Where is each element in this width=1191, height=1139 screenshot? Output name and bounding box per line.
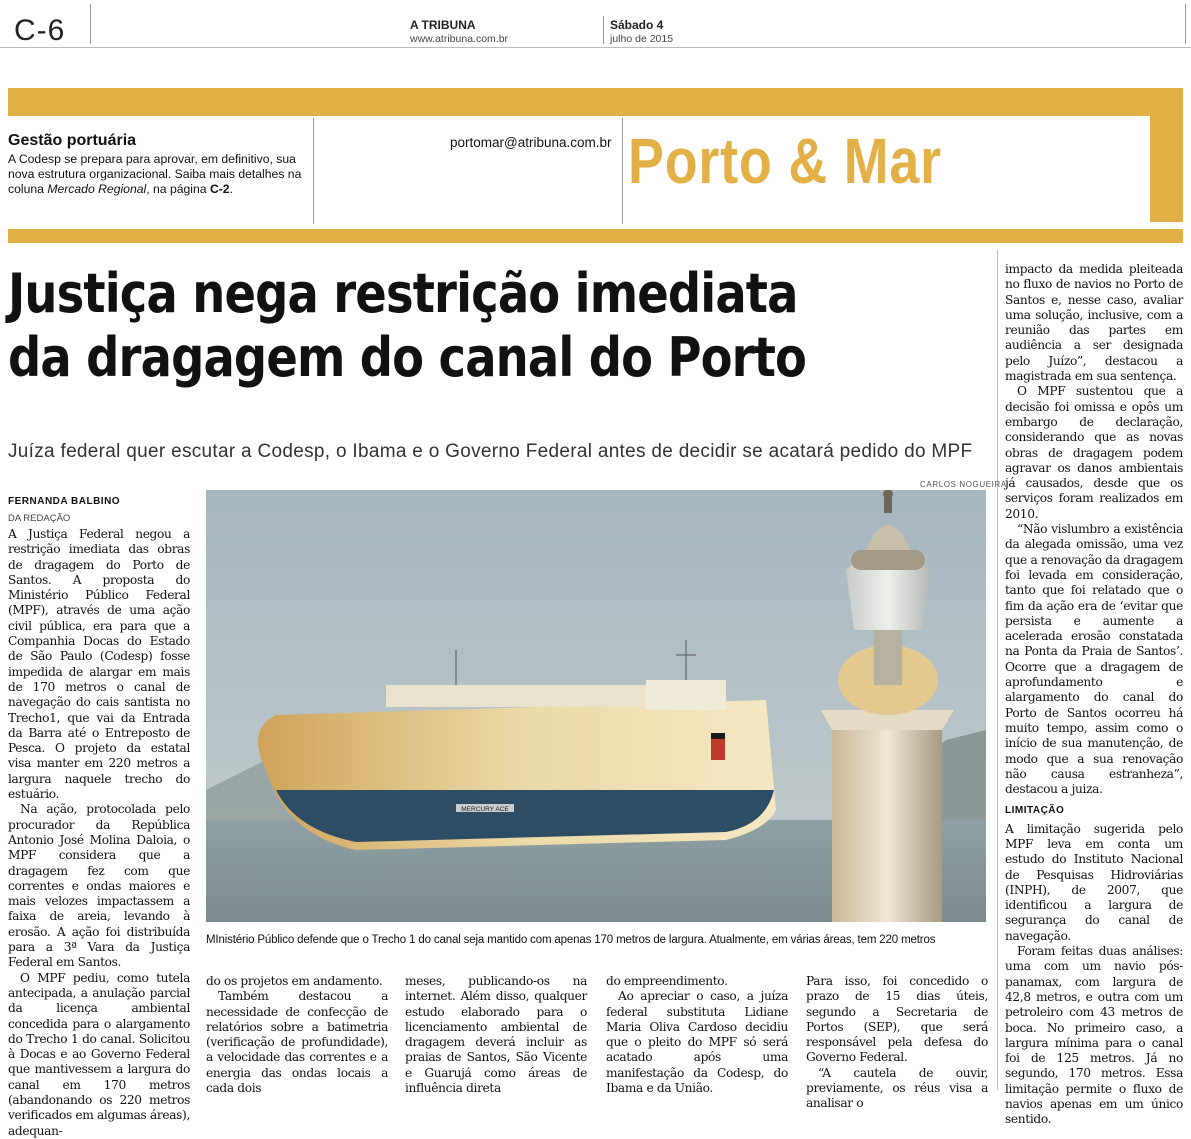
paragraph: O MPF pediu, como tutela antecipada, a anulação parcial da licença ambiental concedida para o alargamento do Trecho 1 do canal. Solicitou à Docas e ao Governo Federal que mantivessem a largura do canal em 170 metros (abandonando os 220 metros verificados em algumas áreas), adequan- <box>8 970 190 1138</box>
article-photo <box>206 490 986 922</box>
section-gold-bar <box>8 88 1183 116</box>
article-desk: DA REDAÇÃO <box>8 513 71 524</box>
article-author: FERNANDA BALBINO <box>8 496 121 507</box>
paragraph: Na ação, protocolada pelo procurador da República Antonio José Molina Daloia, o MPF considera que a dragagem fez com que correntes e ondas maiores e mais velozes impactassem a faixa de areia, levando à erosão. A ação foi distribuída para a 3ª Vara da Justiça Federal em Santos. <box>8 802 190 970</box>
article-subtitle: Juíza federal quer escutar a Codesp, o Ibama e o Governo Federal antes de decidir se acatará pedido do MPF <box>8 441 973 462</box>
article-column-1 <box>8 527 190 1139</box>
section-divider <box>313 118 314 224</box>
header-divider <box>90 4 91 44</box>
article-column-6 <box>1005 262 1183 1128</box>
teaser-page-ref[interactable]: C-2 <box>209 182 230 196</box>
article-column-2 <box>206 974 388 1096</box>
paragraph: Para isso, foi concedido o prazo de 15 dias úteis, segundo a Secretaria de Portos (SEP), que será responsável pela defesa do Governo Federal. <box>806 974 988 1065</box>
header-divider <box>603 16 604 44</box>
edition-date: julho de 2015 <box>610 33 674 45</box>
paper-name: A TRIBUNA <box>410 18 476 32</box>
paragraph: “Não vislumbro a existência da alegada omissão, uma vez que a renovação da dragagem foi levada em consideração, tanto que foi relatado que o fim da ação era de ‘evitar que persista e aumente a acelerada erosão constatada na Ponta da Praia de Santos’. Ocorre que a dragagem de aprofundamento e alargamento do canal do Porto de Santos ocorreu há muito tempo, assim como o início de sua manutenção, de modo que a sua renovação não causa estranheza”, destacou a juiza. <box>1005 522 1183 797</box>
section-divider <box>622 118 623 224</box>
paragraph: A limitação sugerida pelo MPF leva em conta um estudo do Instituto Nacional de Pesquisas Hidroviárias (INPH), de 2007, que identificou a largura de segurança do canal de navegação. <box>1005 821 1183 943</box>
paragraph: impacto da medida pleiteada no fluxo de navios no Porto de Santos e, nesse caso, avaliar uma solução, inclusive, com a reunião das partes em audiência a ser designada pelo Juízo”, destacou a magistrada em sua sentença. <box>1005 262 1183 384</box>
paragraph: O MPF sustentou que a decisão foi omissa e opôs um embargo de declaração, considerando que as novas obras de dragagem podem agravar os danos ambientais já causados, desde que os serviços foram realizados em 2010. <box>1005 384 1183 521</box>
section-brand-title: Porto & Mar <box>628 125 942 197</box>
headline-line-2: da dragagem do canal do Porto <box>8 326 807 389</box>
article-headline <box>8 262 859 390</box>
section-teaser <box>8 152 308 197</box>
section-tag: Gestão portuária <box>8 132 137 149</box>
header-divider <box>1185 4 1186 44</box>
section-gold-bar-bottom <box>8 229 1183 243</box>
paragraph: do empreendimento. <box>606 974 728 988</box>
ship-name: MERCURY ACE <box>461 806 509 813</box>
article-column-5 <box>806 974 988 1112</box>
section-email[interactable]: portomar@atribuna.com.br <box>450 135 612 150</box>
paragraph: meses, publicando-os na internet. Além disso, qualquer estudo elaborado para o licenciamento ambiental de dragagem deverá incluir as praias de Santos, São Vicente e Guarujá como áreas de influência direta <box>405 974 587 1096</box>
teaser-text: . <box>229 182 233 196</box>
teaser-text: A Codesp se prepara para aprovar, em definitivo, sua nova estrutura organizacional. Saiba mais detalhes na coluna <box>8 152 302 196</box>
paragraph: Foram feitas duas análises: uma com um navio pós-panamax, com largura de 42,8 metros, e outra com um petroleiro com 43 metros de boca. No primeiro caso, a largura mínima para o canal foi de 125 metros. Já no segundo, 170 metros. Essa limitação permite o fluxo de navios apenas em um único sentido. <box>1005 944 1183 1127</box>
article-column-4 <box>606 974 788 1096</box>
article-column-3 <box>405 974 587 1096</box>
edition-day: Sábado 4 <box>610 18 664 32</box>
column-rule <box>997 250 998 1090</box>
article-subhead: LIMITAÇÃO <box>1005 805 1065 817</box>
page-number: C-6 <box>14 14 66 47</box>
header-rule <box>0 47 1191 48</box>
paragraph: Também destacou a necessidade de confecção de relatórios sobre a batimetria (verificação de profundidade), a velocidade das correntes e a energia das ondas locais a cada dois <box>206 989 388 1096</box>
paragraph: do os projetos em andamento. <box>206 974 383 988</box>
teaser-column-name: Mercado Regional <box>47 182 147 196</box>
brand-gold-block <box>1150 112 1183 222</box>
paragraph: “A cautela de ouvir, previamente, os réus visa a analisar o <box>806 1065 988 1111</box>
headline-line-1: Justiça nega restrição imediata <box>8 262 798 325</box>
paragraph: A Justiça Federal negou a restrição imediata das obras de dragagem do Porto de Santos. A proposta do Ministério Público Federal (MPF), através de uma ação civil pública, era para que a Companhia Docas do Estado de São Paulo (Codesp) fosse impedida de alargar em mais de 170 metros o canal de navegação do cais santista no Trecho1, que vai da Entrada da Barra até o Entreposto de Pesca. O projeto da estatal visa manter em 220 metros a largura naquele trecho do estuário. <box>8 527 190 802</box>
ship-photo-illustration <box>206 490 986 922</box>
paper-url[interactable]: www.atribuna.com.br <box>410 33 509 45</box>
teaser-text: , na página <box>146 182 210 196</box>
photo-caption: MInistério Público defende que o Trecho 1 do canal seja mantido com apenas 170 metros de largura. Atualmente, em várias áreas, tem 220 metros <box>206 934 936 946</box>
photo-credit: CARLOS NOGUEIRA <box>920 480 1007 489</box>
paragraph: Ao apreciar o caso, a juíza federal substituta Lidiane Maria Oliva Cardoso decidiu que o pleito do MPF só será acatado após uma manifestação da Codesp, do Ibama e da União. <box>606 989 788 1096</box>
